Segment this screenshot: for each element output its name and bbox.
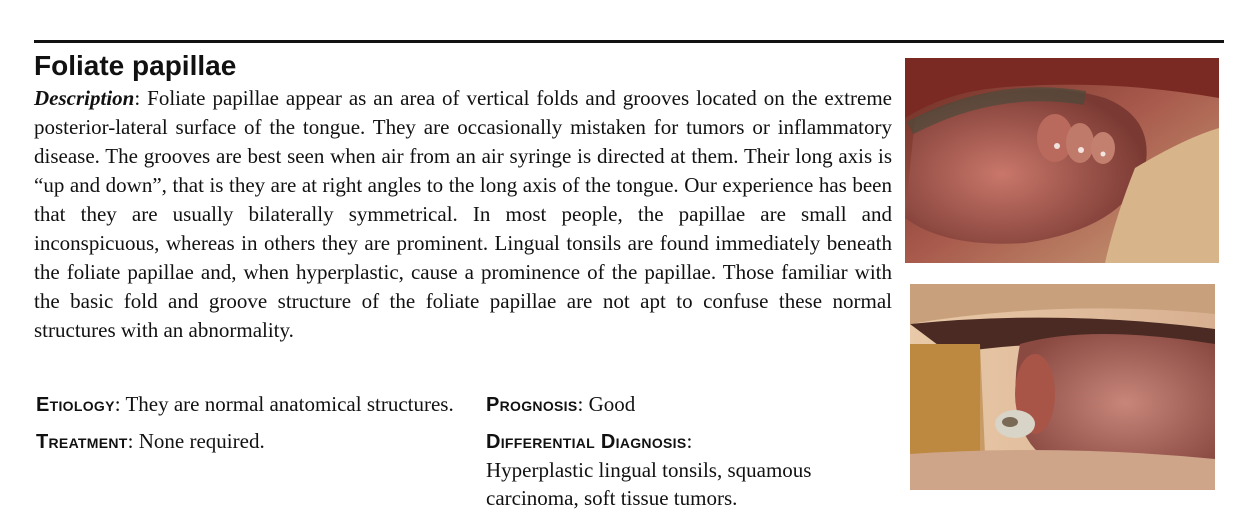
prognosis-section: [486, 390, 886, 419]
treatment-section: [36, 427, 456, 456]
description-lead: Description: [34, 86, 135, 110]
top-rule: [34, 40, 1224, 43]
differential-section: [486, 427, 886, 512]
right-column: [486, 390, 886, 512]
treatment-heading: Treatment: [36, 431, 128, 453]
description-text: : Foliate papillae appear as an area of vertical folds and grooves located on the extreme posterior-lateral surface of the tongue. They are occasionally mistaken for tumors or inflammatory disease. The grooves are best seen when air from an air syringe is directed at them. Their long axis is “up and down”, that is they are at right angles to the long axis of the tongue. Our experience has been that they are usually bilaterally symmetrical. In most people, the papillae are small and inconspicuous, whereas in others they are prominent. Lingual tonsils are found immediately beneath the foliate papillae and, when hyperplastic, cause a prominence of the papillae. Those familiar with the basic fold and groove structure of the foliate papillae are not apt to confuse these normal structures with an abnormality.: [34, 86, 892, 342]
left-column: [36, 390, 456, 464]
foliate-papillae-photo-bottom: [910, 284, 1215, 490]
differential-text: Hyperplastic lingual tonsils, squamous carcinoma, soft tissue tumors.: [486, 458, 812, 510]
prognosis-text: : Good: [577, 392, 636, 416]
prognosis-heading: Prognosis: [486, 394, 578, 416]
etiology-section: [36, 390, 456, 419]
etiology-text: : They are normal anatomical structures.: [114, 392, 454, 416]
description-paragraph: [34, 84, 892, 345]
foliate-papillae-photo-top: [905, 58, 1219, 263]
differential-colon: :: [686, 429, 693, 453]
differential-heading: Differential Diagnosis: [486, 431, 687, 453]
page-title: Foliate papillae: [34, 50, 237, 81]
etiology-heading: Etiology: [36, 394, 115, 416]
treatment-text: : None required.: [127, 429, 265, 453]
